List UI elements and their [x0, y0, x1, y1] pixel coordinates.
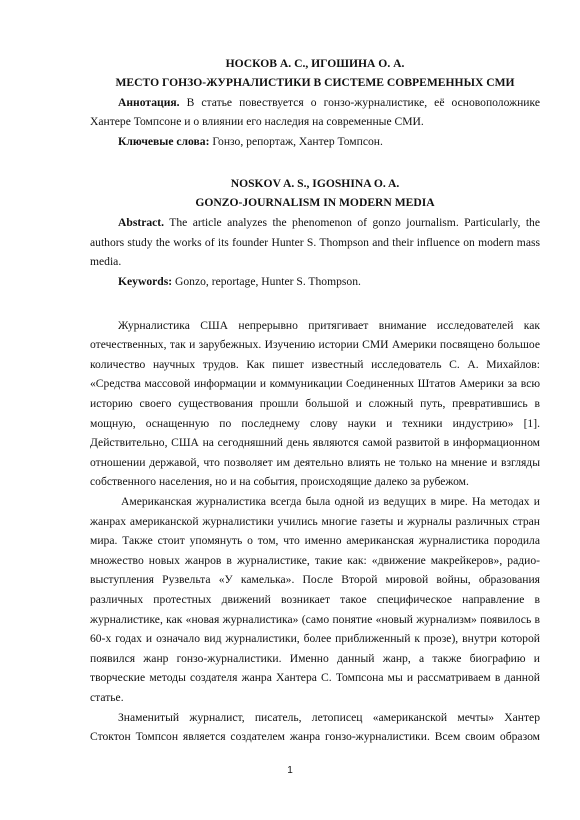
en-authors: NOSKOV A. S., IGOSHINA O. A. [230, 177, 400, 190]
page-number: 1 [287, 765, 293, 776]
body-line: «Средства массовой информации и коммуникации Соединенных Штатов Америки за всю [90, 377, 540, 390]
body-line: мира. Также стоит упомянуть о том, что именно американская журналистика породила [90, 534, 540, 547]
body-line: 60-х годах и означало вид журналистики, более приближенный к прозе), внутри которой [90, 632, 540, 645]
body-line: мощную, оснащенную по последнему слову науки и техники индустрию» [1]. [90, 417, 540, 430]
body-line: Американская журналистика всегда была одной из ведущих в мире. На методах и [121, 495, 540, 508]
body-line: отношении державой, что позволяет им деятельно влиять не только на мнение и взгляды [90, 456, 540, 469]
body-line: историю своего существования прошли большой и сложный путь, превратившись в [90, 397, 540, 410]
en-abstract-label: Abstract. [118, 216, 165, 229]
ru-abstract-label: Аннотация. [118, 96, 180, 109]
body-line: Действительно, США на сегодняшний день являются самой развитой в информационном [90, 436, 540, 449]
body-line: количество научных трудов. Как пишет известный исследователь С. А. Михайлов: [90, 358, 540, 371]
en-abstract-line-3: media. [90, 255, 122, 268]
en-keywords-label: Keywords: [118, 275, 173, 288]
en-abstract-line-2: authors study the works of its founder Hunter S. Thompson and their influence on modern mass [90, 236, 540, 249]
body-line: появился жанр гонзо-журналистики. Именно данный жанр, а также биографию и [90, 652, 540, 665]
ru-keywords: Ключевые слова: Гонзо, репортаж, Хантер Томпсон. [118, 135, 383, 148]
body-line: творческие методы создателя жанра Хантера С. Томпсона мы и рассматриваем в данной [90, 671, 540, 684]
ru-authors: НОСКОВ А. С., ИГОШИНА О. А. [225, 57, 405, 70]
en-title: GONZO-JOURNALISM IN MODERN MEDIA [195, 196, 435, 209]
body-line: множество новых жанров в журналистике, такие как: «движение макрейкеров», радио- [90, 554, 540, 567]
en-keywords: Keywords: Gonzo, reportage, Hunter S. Thompson. [118, 275, 361, 288]
body-line: выступления Рузвельта «У камелька». После Второй мировой войны, образования [90, 573, 540, 586]
body-line: различных протестных движений возникает такое специфическое направление в [90, 593, 540, 606]
ru-abstract-line-2: Хантере Томпсоне и о влиянии его наследия на современные СМИ. [90, 115, 424, 128]
ru-title: МЕСТО ГОНЗО-ЖУРНАЛИСТИКИ В СИСТЕМЕ СОВРЕМЕННЫХ СМИ [115, 76, 515, 89]
body-line: статье. [90, 691, 124, 704]
body-line: Журналистика США непрерывно притягивает внимание исследователей как [118, 319, 540, 332]
ru-keywords-label: Ключевые слова: [118, 135, 210, 148]
body-line: журналистике, как «новая журналистика» (само понятие «новый журнализм» появилось в [90, 613, 540, 626]
body-line: жанрах американской журналистики учились многие газеты и журналы различных стран [90, 515, 540, 528]
body-line: отечественных, так и зарубежных. Изучению истории СМИ Америки посвящено большое [90, 338, 540, 351]
body-line: собственного населения, но и на события, происходящие далеко за рубежом. [90, 475, 469, 488]
body-line: Знаменитый журналист, писатель, летописец «американской мечты» Хантер [118, 711, 540, 724]
ru-abstract-line-1: Аннотация. В статье повествуется о гонзо-журналистике, её основоположнике [118, 96, 540, 109]
en-abstract-line-1: Abstract. The article analyzes the phenomenon of gonzo journalism. Particularly, the [118, 216, 540, 229]
body-line: Стоктон Томпсон является создателем жанра гонзо-журналистики. Всем своим образом [90, 730, 540, 743]
